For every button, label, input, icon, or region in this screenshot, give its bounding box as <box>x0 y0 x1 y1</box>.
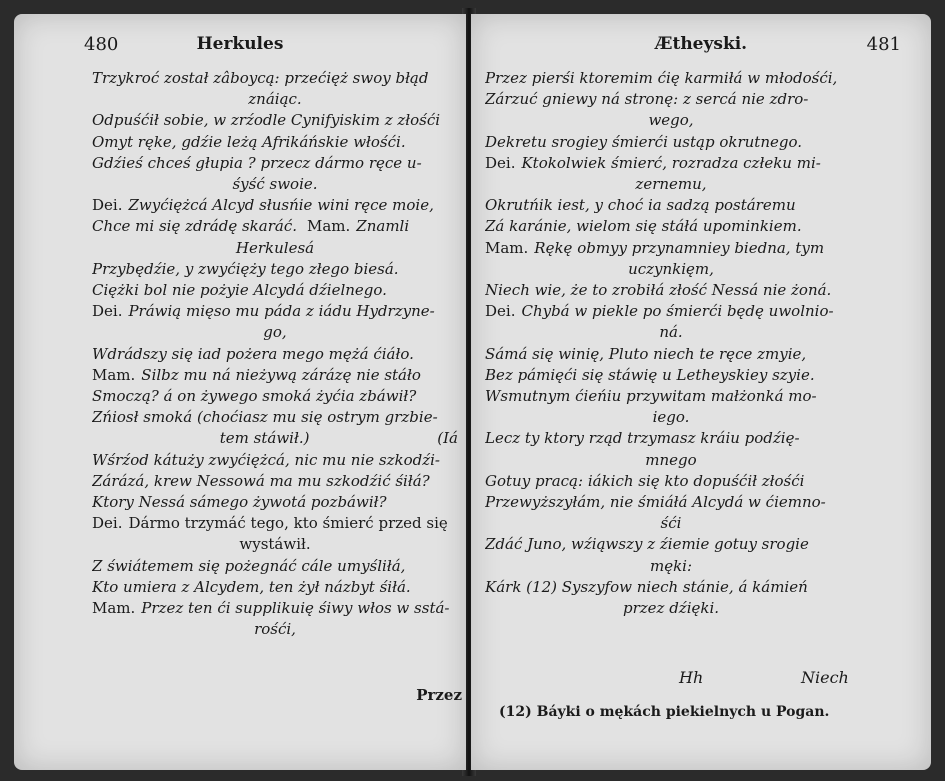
speaker-label: Mam. <box>92 365 136 384</box>
text-line <box>485 259 857 280</box>
text-line <box>485 344 857 365</box>
text-line <box>485 195 857 216</box>
verse-text: przez dźięki. <box>622 599 720 618</box>
left-page <box>14 14 466 770</box>
text-line <box>485 238 857 259</box>
text-line <box>485 301 857 322</box>
text-line <box>485 513 857 534</box>
verse-text: Bez pámięći się stáwię u Letheyskiey szyie. <box>485 365 815 384</box>
right-page-text <box>485 68 857 619</box>
verse-text: Ktory Nessá sámego żywotá pozbáwił? <box>92 493 387 512</box>
text-line <box>485 68 857 89</box>
verse-text: Rękę obmyy przynamniey biedna, tym <box>534 238 825 257</box>
text-line <box>485 132 857 153</box>
verse-text: Dekretu srogiey śmierći ustąp okrutnego. <box>485 132 802 151</box>
verse-text: Zdáć Juno, wźiąwszy z źiemie gotuy srogie <box>485 535 809 554</box>
verse-text: Ktokolwiek śmierć, rozradza człeku mi- <box>521 153 821 172</box>
text-line <box>485 89 857 110</box>
verse-text: Okrutńik iest, y choć ia sadzą postáremu <box>485 196 796 215</box>
catchword-right: Niech <box>801 668 849 687</box>
verse-text: Ciężki bol nie pożyie Alcydá dźielnego. <box>92 281 387 300</box>
verse-text: ná. <box>659 323 683 342</box>
verse-text: Zárázá, krew Nessowá ma mu szkodźić śiłá? <box>92 471 430 490</box>
right-page <box>471 14 931 770</box>
left-page-header <box>14 34 466 60</box>
text-line <box>92 174 458 195</box>
text-line <box>92 110 458 131</box>
speaker-label: Dei. <box>92 196 123 215</box>
verse-text: Silbz mu ná nieżywą zárázę nie stáło <box>141 365 421 384</box>
verse-text: Dármo trzymáć tego, kto śmierć przed się <box>128 514 448 533</box>
text-line <box>92 216 458 237</box>
text-line <box>485 471 857 492</box>
verse-text: tem stáwił.) <box>219 429 310 448</box>
verse-text: Wdrádszy się iad pożera mego mężá ćiáło. <box>92 344 414 363</box>
verse-text: zernemu, <box>635 175 707 194</box>
verse-text: go, <box>263 323 287 342</box>
text-line <box>485 534 857 555</box>
verse-text: Przez pierśi ktoremim ćię karmiłá w młodośći, <box>485 69 838 87</box>
text-line <box>485 450 857 471</box>
text-line <box>485 428 857 449</box>
verse-text: śći <box>660 514 682 533</box>
speaker-label: Dei. <box>485 153 516 172</box>
text-line <box>92 556 458 577</box>
signature-mark: Hh <box>679 668 704 687</box>
verse-text: wystáwił. <box>239 535 311 554</box>
text-line <box>92 450 458 471</box>
text-line <box>92 471 458 492</box>
verse-text: Wśrźod kátuży zwyćiężcá, nic mu nie szkodźi- <box>92 450 441 469</box>
verse-text: Chybá w piekle po śmierći będę uwolnio- <box>521 302 834 321</box>
verse-text: Omyt ręke, gdźie leżą Afrikáńskie włośći. <box>92 132 406 151</box>
verse-text: Gdźieś chceś głupia ? przecz dármo ręce u- <box>92 153 422 172</box>
text-line <box>92 195 458 216</box>
page-number-right: 481 <box>866 34 901 55</box>
text-line <box>92 619 458 640</box>
verse-text: Zá karánie, wielom się stáłá upominkiem. <box>485 217 802 236</box>
verse-text: Niech wie, że to zrobiłá złość Nessá nie żoná. <box>485 281 832 300</box>
text-line <box>92 132 458 153</box>
text-line <box>485 598 857 619</box>
verse-text: rośći, <box>254 620 296 639</box>
text-line <box>485 216 857 237</box>
verse-text: Práwią mięso mu páda z iádu Hydrzyne- <box>128 302 435 321</box>
text-line <box>92 513 458 534</box>
text-line <box>92 598 458 619</box>
text-line <box>92 344 458 365</box>
verse-text: Herkulesá <box>235 238 315 257</box>
running-title-left: Herkules <box>196 34 284 54</box>
text-line <box>92 322 458 343</box>
verse-text: Kto umiera z Alcydem, ten żył názbyt śiłá. <box>92 577 411 596</box>
footnote: (12) Báyki o mękách piekielnych u Pogan. <box>499 704 830 720</box>
verse-text: Z świátemem się pożegnáć cále umyśliłá, <box>92 556 406 575</box>
text-line <box>92 238 458 259</box>
verse-text: Przez ten ći supplikuię śiwy włos w sstá- <box>141 599 450 618</box>
verse-text: uczynkięm, <box>628 259 714 278</box>
text-line <box>485 386 857 407</box>
verse-text: mnego <box>645 450 697 469</box>
verse-text: Znamli <box>356 217 410 236</box>
text-line <box>92 301 458 322</box>
text-line <box>485 153 857 174</box>
verse-text: Przewyższyłám, nie śmiáłá Alcydá w ćiemno- <box>485 493 826 512</box>
running-title-right: Ætheyski. <box>654 34 748 54</box>
speaker-label: Dei. <box>92 302 123 321</box>
text-line <box>485 556 857 577</box>
text-line <box>485 492 857 513</box>
verse-text: śyść swoie. <box>232 175 318 194</box>
text-line <box>92 428 458 449</box>
verse-text: Kárk (12) Syszyfow niech stánie, á kámień <box>485 577 808 596</box>
text-line <box>92 407 458 428</box>
text-line <box>485 322 857 343</box>
text-line <box>92 68 458 89</box>
speaker-label: Mam. <box>307 217 351 236</box>
verse-text: Przybędźie, y zwyćięży tego złego biesá. <box>92 259 399 278</box>
text-line <box>92 89 458 110</box>
line-tail: (Iá <box>437 429 458 448</box>
verse-text: Lecz ty ktory rząd trzymasz kráiu podźię- <box>485 429 800 448</box>
verse-text: Zárzuć gniewy ná stronę: z sercá nie zdro- <box>485 90 809 109</box>
text-line <box>92 534 458 555</box>
verse-text: wego, <box>648 111 694 130</box>
verse-text: Zwyćiężcá Alcyd słusńie wini ręce moie, <box>128 196 434 215</box>
verse-text: Wsmutnym ćieńiu przywitam małżonká mo- <box>485 387 817 406</box>
text-line <box>92 153 458 174</box>
speaker-label: Dei. <box>92 514 123 533</box>
text-line <box>92 280 458 301</box>
verse-text: iego. <box>652 408 690 427</box>
verse-text: Trzykroć został zâboycą: przećięż swoy błąd <box>92 69 429 87</box>
verse-text: męki: <box>649 556 693 575</box>
left-page-text <box>92 68 458 640</box>
text-line <box>92 365 458 386</box>
right-page-header <box>471 34 931 60</box>
text-line <box>92 259 458 280</box>
text-line <box>485 365 857 386</box>
verse-text: Gotuy pracą: iákich się kto dopuśćił złośći <box>485 471 805 490</box>
verse-text: Chce mi się zdrádę skaráć. <box>92 217 297 236</box>
verse-text: Smoczą? á on żywego smoká żyćia zbáwił? <box>92 387 417 406</box>
speaker-label: Dei. <box>485 302 516 321</box>
verse-text: Sámá się winię, Pluto niech te ręce zmyie, <box>485 344 807 363</box>
text-line <box>485 174 857 195</box>
text-line <box>485 407 857 428</box>
speaker-label: Mam. <box>92 599 136 618</box>
text-line <box>485 110 857 131</box>
text-line <box>92 492 458 513</box>
text-line <box>485 280 857 301</box>
text-line <box>92 577 458 598</box>
catchword-left: Przez <box>416 686 462 704</box>
verse-text: znáiąc. <box>248 90 302 109</box>
page-number-left: 480 <box>84 34 119 55</box>
verse-text: Odpuśćił sobie, w zrźodle Cynifyiskim z złośći <box>92 111 441 130</box>
text-line <box>485 577 857 598</box>
speaker-label: Mam. <box>485 238 529 257</box>
verse-text: Zńiosł smoká (choćiasz mu się ostrym grzbie- <box>92 408 438 427</box>
text-line <box>92 386 458 407</box>
